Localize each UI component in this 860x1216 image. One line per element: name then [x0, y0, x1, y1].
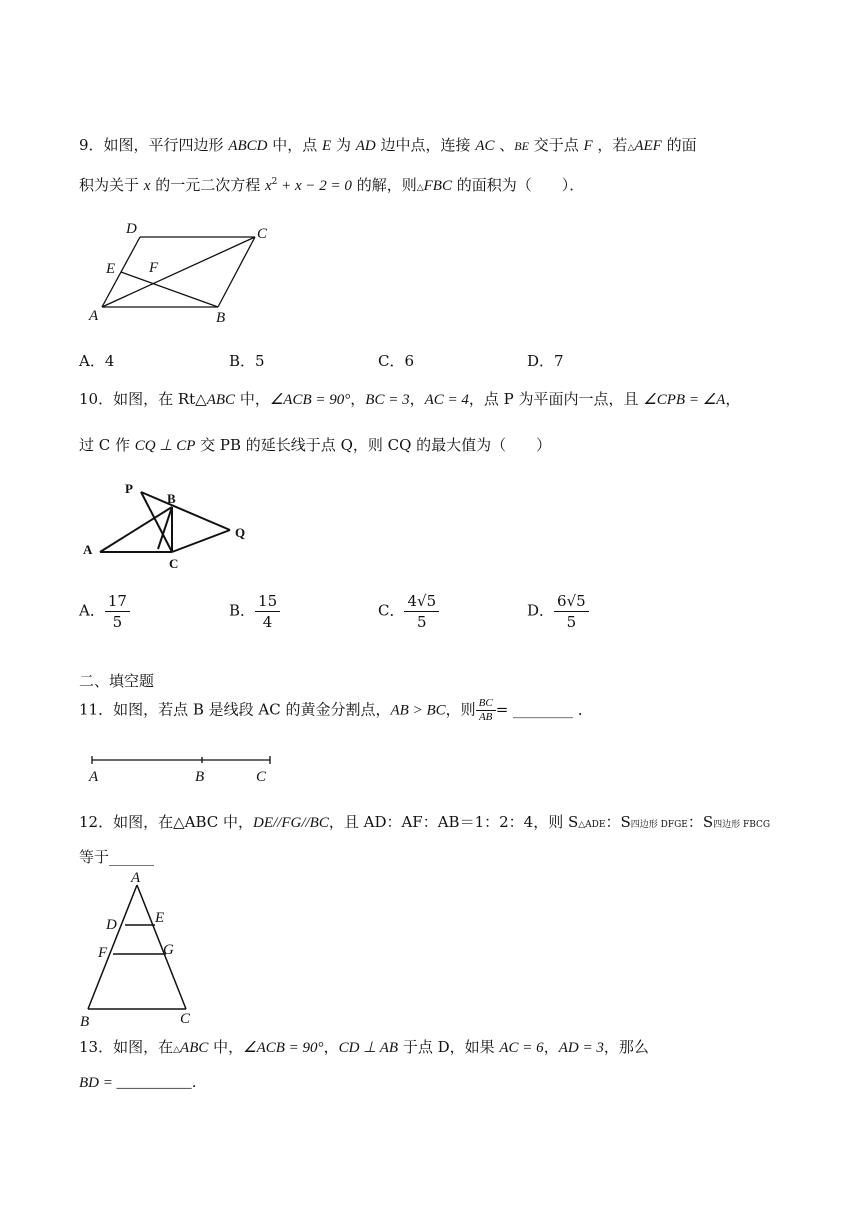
q9-line1: 9．如图，平行四边形 ABCD 中，点 E 为 AD 边中点，连接 AC 、BE 交于点 F ，若△AEF 的面 [79, 136, 697, 154]
q9-choice-c: C．6 [378, 352, 415, 370]
q9-choice-b: B．5 [229, 352, 265, 370]
q10-choice-b: B． $\frac{15}{4}$ [229, 591, 280, 632]
label-B: B [195, 769, 205, 785]
label-B: B [167, 491, 176, 506]
q9-choice-a: A．4 [79, 352, 115, 370]
label-C: C [180, 1011, 191, 1027]
label-G: G [163, 942, 174, 958]
label-D: D [106, 917, 117, 933]
q13-line1: 13．如图，在△ABC 中，∠ACB = 90°，CD ⊥ AB 于点 D，如果 AC = 6，AD = 3，那么 [79, 1038, 649, 1056]
label-B: B [80, 1014, 90, 1028]
label-E: E [106, 261, 116, 277]
q10-triangle-figure [78, 476, 268, 576]
label-C: C [256, 769, 267, 785]
label-E: E [155, 910, 165, 926]
label-A: A [83, 542, 93, 557]
q9-line2: 积为关于 x 的一元二次方程 $x^2 + x - 2 = 0$ 的解，则△FBC 的面积为（ ）． [79, 176, 585, 194]
q10-line2: 过 C 作 CQ ⊥ CP 交 PB 的延长线于点 Q，则 CQ 的最大值为（ ） [79, 436, 552, 454]
label-B: B [216, 310, 226, 326]
q9-parallelogram-figure [80, 218, 290, 328]
q12-triangle-figure [76, 868, 206, 1028]
q9-choice-d: D．7 [527, 352, 564, 370]
q10-choice-d: D． $\frac{6√5}{5}$ [527, 591, 589, 632]
q10-line1: 10．如图，在 Rt△ABC 中，∠ACB = 90°，BC = 3，AC = 4，点 P 为平面内一点，且 ∠CPB = ∠A， [79, 390, 741, 408]
q12-line2: 等于______ [79, 848, 155, 866]
section-title: 二、填空题 [79, 672, 155, 690]
q11-line1: 11．如图，若点 B 是线段 AC 的黄金分割点，AB > BC，则 $\frac{BC}{AB}$ = ________ ． [79, 697, 593, 723]
label-F: F [149, 260, 159, 276]
label-A: A [131, 870, 141, 886]
label-C: C [169, 556, 179, 571]
label-D: D [126, 221, 137, 237]
q10-choice-c: C． $\frac{4√5}{5}$ [378, 591, 439, 632]
q10-choice-a: A． $\frac{17}{5}$ [79, 591, 130, 632]
label-F: F [98, 945, 108, 961]
label-A: A [89, 769, 99, 785]
q12-line1: 12．如图，在△ABC 中，DE//FG//BC，且 AD：AF：AB＝1：2：4，则 S△ADE：S四边形 DFGE：S四边形 FBCG [79, 813, 771, 831]
label-Q: Q [235, 525, 246, 540]
q11-segment-figure [84, 748, 284, 788]
label-A: A [89, 308, 99, 324]
q13-line2: BD = __________． [79, 1075, 207, 1091]
label-P: P [125, 481, 133, 496]
label-C: C [257, 226, 268, 242]
